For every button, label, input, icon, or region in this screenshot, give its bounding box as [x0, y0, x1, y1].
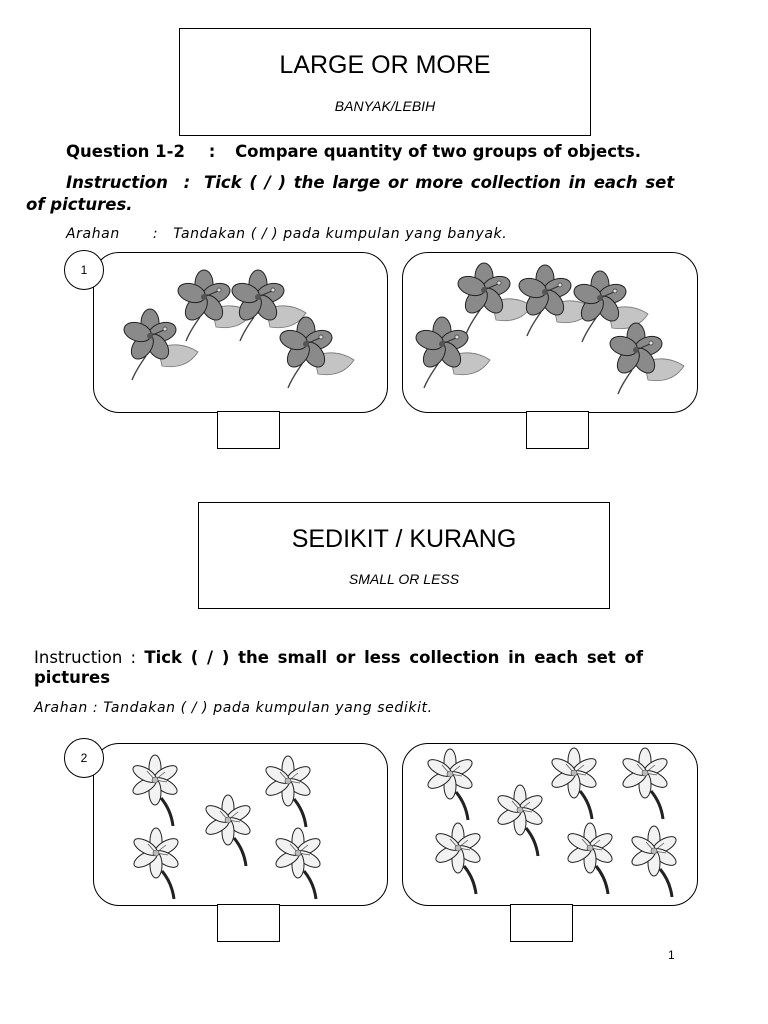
instruction-label: Instruction [66, 173, 168, 192]
lily-flower [130, 755, 179, 826]
lily-flower [629, 826, 678, 897]
page-number: 1 [668, 948, 675, 962]
hibiscus-flower [456, 263, 532, 334]
hibiscus-flower [176, 270, 252, 341]
lily-flower [620, 748, 669, 819]
hibiscus-flower [608, 323, 684, 394]
arahan-separator: : [152, 226, 159, 242]
arahan-label: Arahan [66, 226, 120, 242]
question-label: Question 1-2 [66, 142, 185, 161]
lily-flower [495, 785, 544, 856]
instruction-line-2: of pictures. [26, 195, 133, 214]
q2-number: 2 [80, 751, 88, 765]
section-title: SEDIKIT / KURANG [291, 525, 517, 553]
instruction2-line-2: pictures [34, 668, 111, 687]
page-title: LARGE OR MORE [279, 51, 491, 79]
question-text: Compare quantity of two groups of objects. [235, 142, 641, 161]
lily-flower [433, 823, 482, 894]
lily-flower [131, 828, 180, 899]
q1-number: 1 [80, 263, 88, 277]
lily-flower [203, 795, 252, 866]
instruction-separator: : [183, 173, 191, 192]
page-subtitle: BANYAK/LEBIH [334, 98, 436, 114]
hibiscus-flower [122, 309, 198, 380]
lily-flower [263, 756, 312, 827]
lily-flower [425, 749, 474, 820]
lily-flower [565, 823, 614, 894]
lily-flower [273, 828, 322, 899]
arahan-text: Tandakan ( / ) pada kumpulan yang banyak. [173, 226, 508, 242]
instruction-text: Tick ( / ) the large or more collection in each set [204, 173, 675, 192]
arahan-line-2: Arahan : Tandakan ( / ) pada kumpulan yang sedikit. [34, 700, 433, 716]
section-subtitle: SMALL OR LESS [348, 571, 460, 587]
hibiscus-flower [278, 317, 354, 388]
question-separator: : [208, 142, 216, 161]
lily-flower [549, 748, 598, 819]
instruction2-text: Tick ( / ) the small or less collection in each set of [144, 648, 644, 667]
hibiscus-flower [414, 317, 490, 388]
instruction2-label: Instruction : [34, 648, 145, 667]
hibiscus-flower [230, 270, 306, 341]
